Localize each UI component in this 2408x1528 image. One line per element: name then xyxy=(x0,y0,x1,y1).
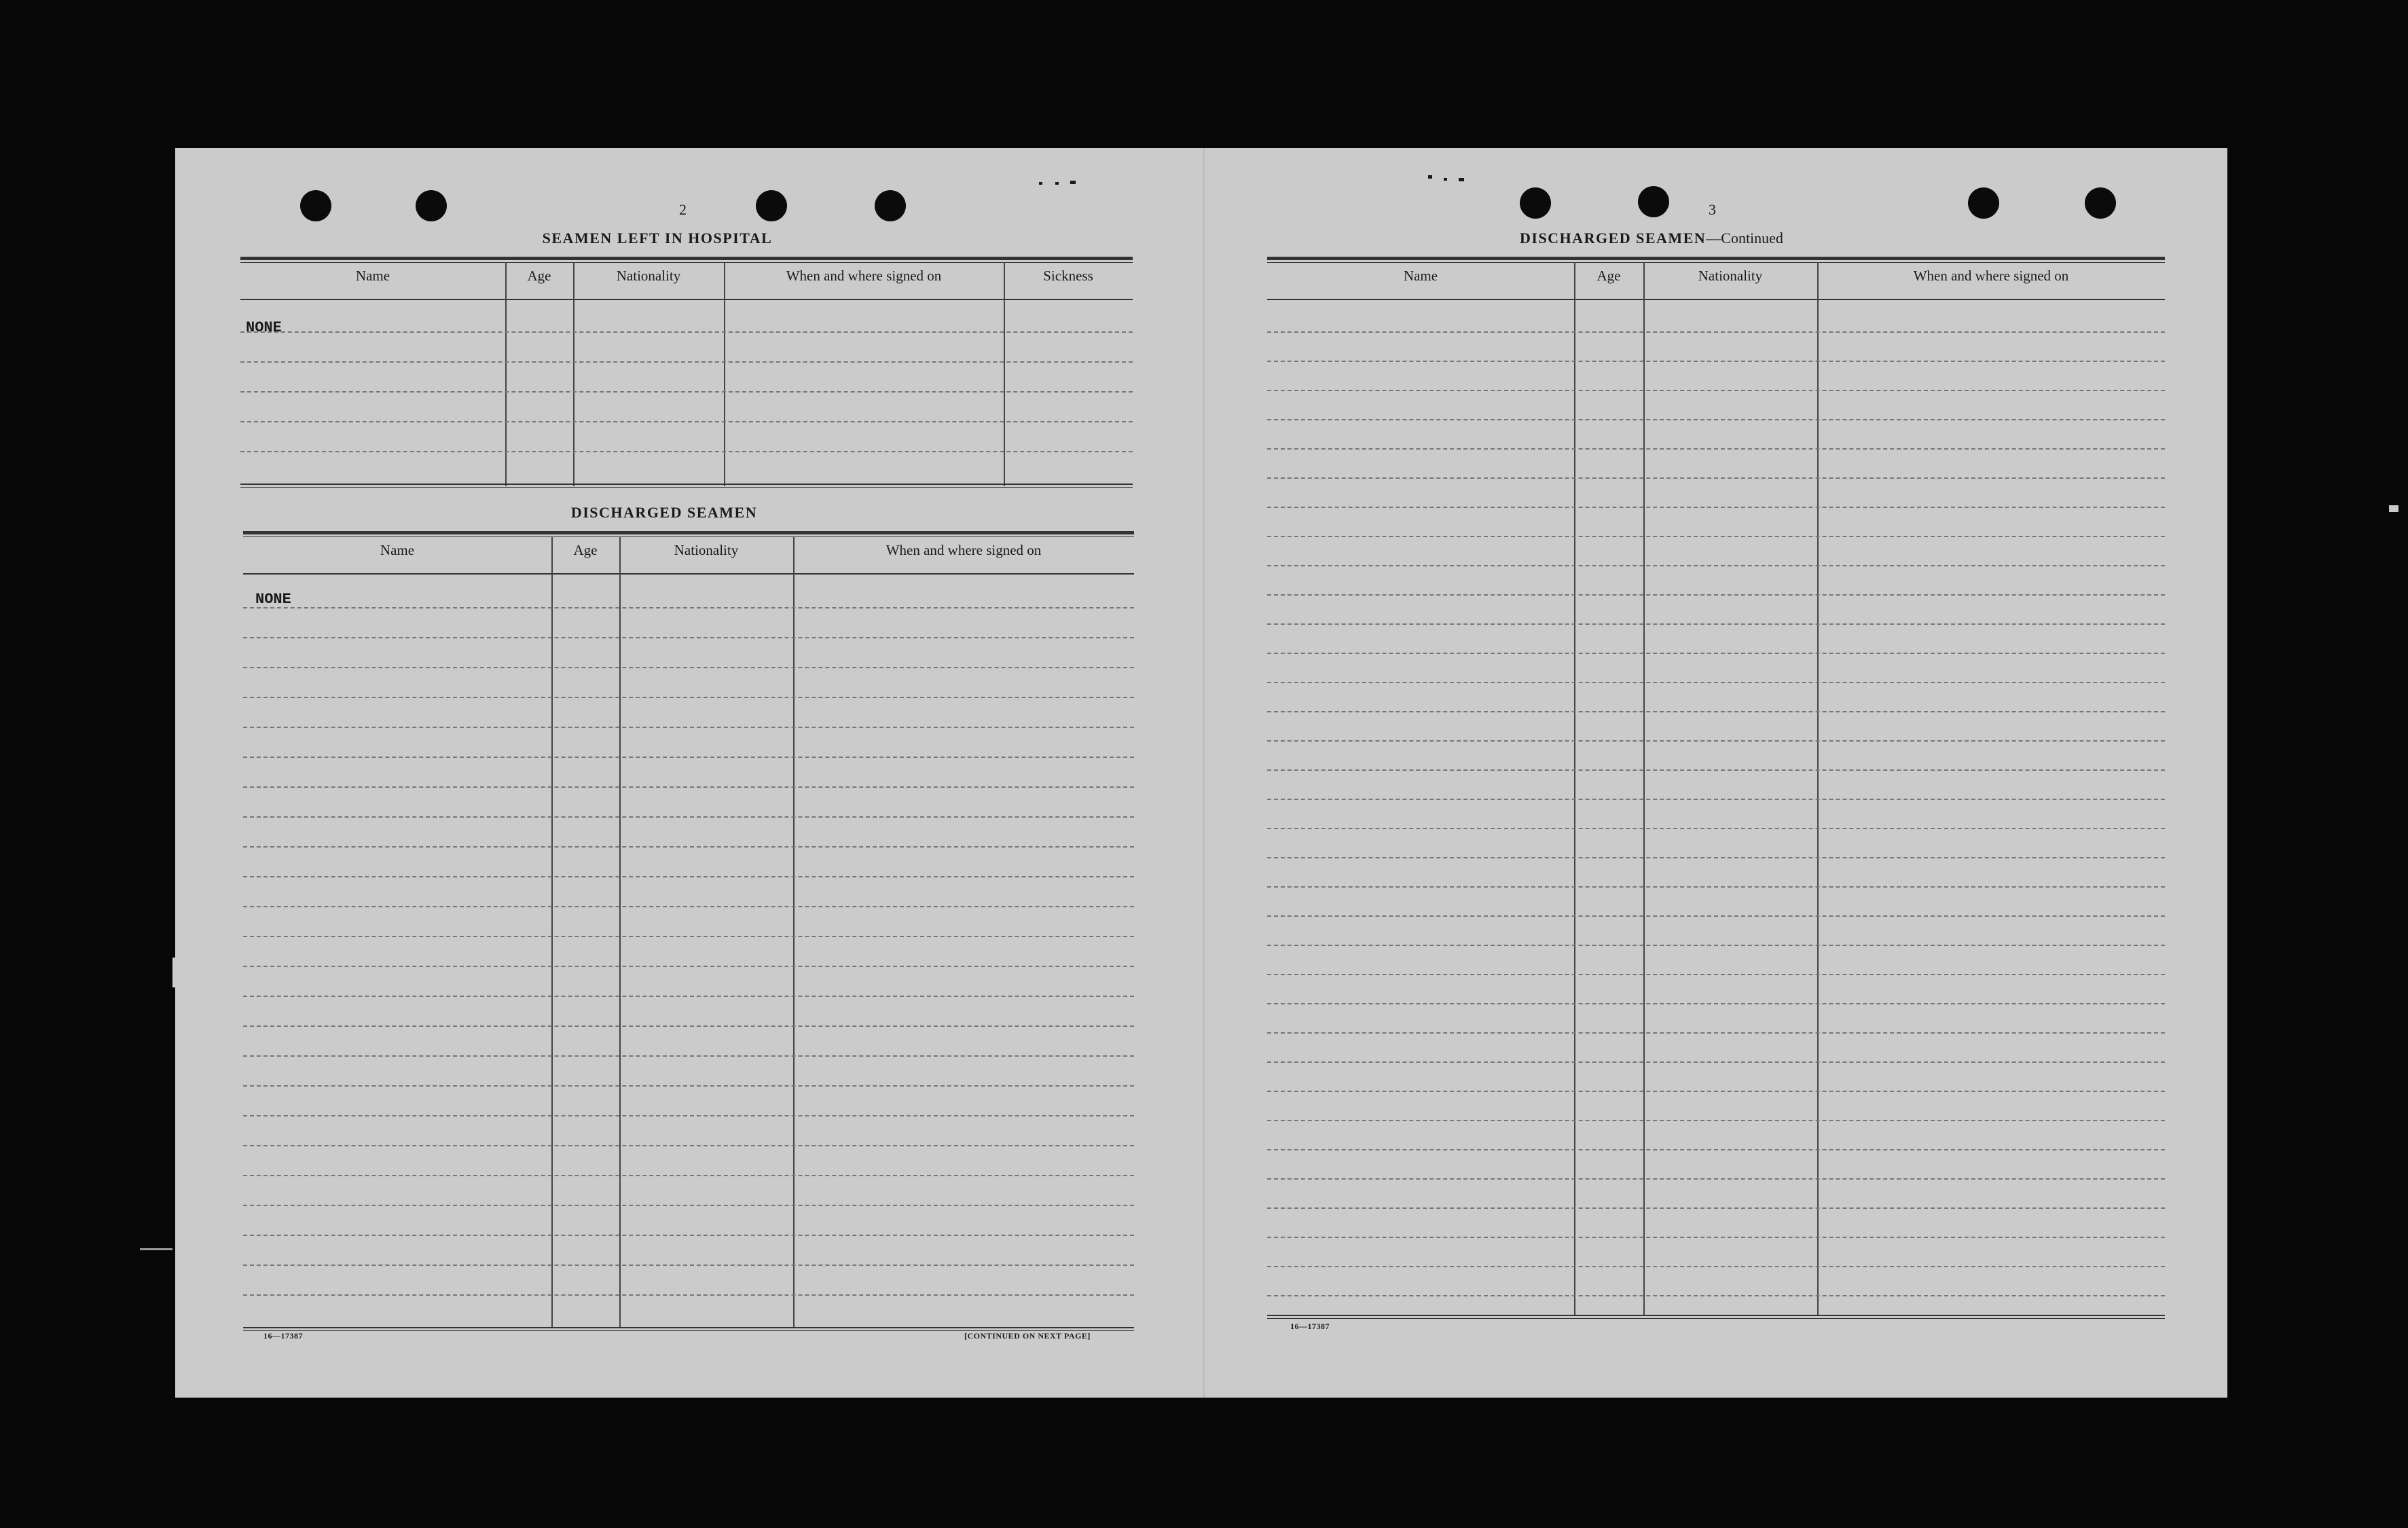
punch-hole xyxy=(300,190,331,221)
hospital-header-age: Age xyxy=(527,268,551,284)
continued-header-name: Name xyxy=(1403,268,1438,284)
discharged-continued-title xyxy=(1520,230,2233,247)
page-fold xyxy=(1203,148,1205,1398)
discharged-continued-table xyxy=(1267,257,2165,1343)
form-number: 16—17387 xyxy=(1290,1322,1330,1331)
continued-header-signed-on: When and where signed on xyxy=(1913,268,2069,284)
discharged-continued-title-suffix: —Continued xyxy=(1706,230,1783,247)
continued-header-age: Age xyxy=(1597,268,1621,284)
punch-hole xyxy=(756,190,787,221)
ink-mark xyxy=(1428,175,1432,179)
form-number: 16—17387 xyxy=(263,1331,303,1341)
page-number: 2 xyxy=(679,201,687,218)
discharged-title: DISCHARGED SEAMEN xyxy=(570,504,758,521)
ink-mark xyxy=(1055,182,1059,185)
hospital-entry-none: NONE xyxy=(246,319,282,336)
hospital-header-sickness: Sickness xyxy=(1043,268,1093,284)
discharged-header-nationality: Nationality xyxy=(674,542,739,558)
punch-hole xyxy=(1638,186,1669,217)
discharged-header-age: Age xyxy=(573,542,598,558)
ink-mark xyxy=(1039,182,1042,185)
hospital-header-name: Name xyxy=(355,268,390,284)
ink-mark xyxy=(1459,178,1464,181)
edge-mark xyxy=(172,958,178,987)
punch-hole xyxy=(875,190,906,221)
discharged-table xyxy=(243,531,1134,1346)
punch-hole xyxy=(416,190,447,221)
continued-header-nationality: Nationality xyxy=(1698,268,1763,284)
hospital-title: SEAMEN LEFT IN HOSPITAL xyxy=(542,230,773,247)
discharged-header-name: Name xyxy=(380,542,415,558)
punch-hole xyxy=(1520,187,1551,219)
discharged-entry-none: NONE xyxy=(255,591,291,608)
edge-mark xyxy=(140,1248,172,1250)
edge-mark xyxy=(2389,505,2398,512)
hospital-header-signed-on: When and where signed on xyxy=(786,268,942,284)
punch-hole xyxy=(1968,187,1999,219)
discharged-header-signed-on: When and where signed on xyxy=(886,542,1042,558)
ink-mark xyxy=(1070,181,1076,184)
page-number: 3 xyxy=(1709,201,1716,218)
ink-mark xyxy=(1444,178,1447,181)
punch-hole xyxy=(2085,187,2116,219)
manifest-sheet xyxy=(175,148,2227,1398)
discharged-continued-title-main: DISCHARGED SEAMEN xyxy=(1520,230,1707,247)
hospital-header-nationality: Nationality xyxy=(616,268,681,284)
continued-note: [CONTINUED ON NEXT PAGE] xyxy=(964,1331,1091,1341)
